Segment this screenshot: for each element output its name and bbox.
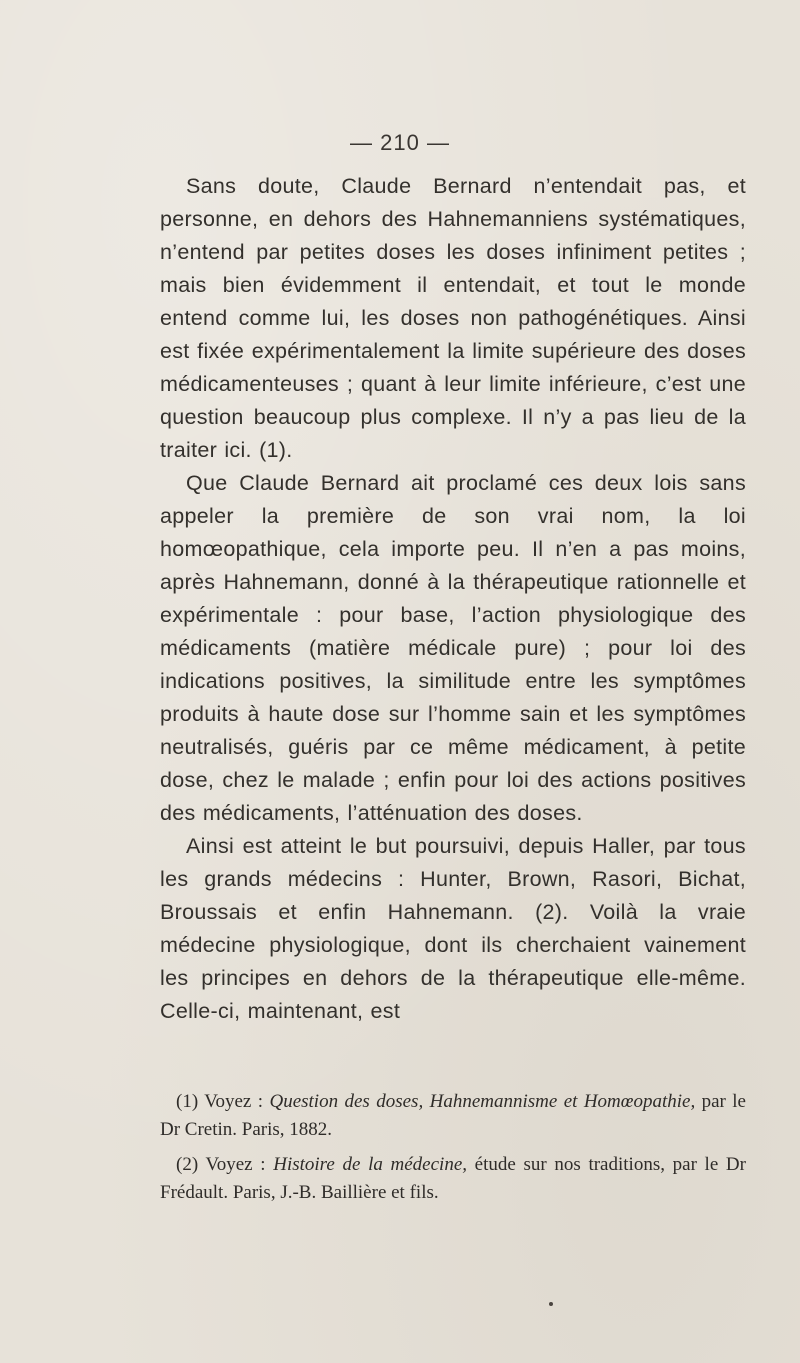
footnotes	[160, 1088, 746, 1214]
footnote-1-rest: par le Dr Cretin. Paris, 1882.	[160, 1091, 746, 1140]
footnote-2-marker: (2) Voyez :	[176, 1154, 274, 1175]
footnote-1	[160, 1088, 746, 1144]
footnote-1-marker: (1) Voyez :	[176, 1091, 270, 1112]
paragraph-3: Ainsi est atteint le but poursuivi, depuis Haller, par tous les grands médecins : Hunter, Brown, Rasori, Bichat, Broussais et enfin Hahnemann. (2). Voilà la vraie médecine physiologique, dont ils cherchaient vainement les principes en dehors de la thérapeutique elle-même. Celle-ci, maintenant, est	[160, 834, 746, 1023]
footnote-2-title: Histoire de la médecine,	[273, 1154, 468, 1175]
footnote-2-rest: étude sur nos traditions, par le Dr Frédault. Paris, J.-B. Baillière et fils.	[160, 1154, 746, 1203]
footnote-1-title: Question des doses, Hahnemannisme et Homœopathie,	[269, 1091, 696, 1112]
paragraph-1: Sans doute, Claude Bernard n’entendait pas, et personne, en dehors des Hahnemanniens systématiques, n’entend par petites doses les doses infiniment petites ; mais bien évidemment il entendait, et tout le monde entend comme lui, les doses non pathogénétiques. Ainsi est fixée expérimentalement la limite supérieure des doses médicamenteuses ; quant à leur limite inférieure, c’est une question beaucoup plus complexe. Il n’y a pas lieu de la traiter ici. (1).	[160, 174, 746, 462]
paragraph-2: Que Claude Bernard ait proclamé ces deux lois sans appeler la première de son vrai nom, la loi homœopathique, cela importe peu. Il n’en a pas moins, après Hahnemann, donné à la thérapeutique rationnelle et expérimentale : pour base, l’action physiologique des médicaments (matière médicale pure) ; pour loi des indications positives, la similitude entre les symptômes produits à haute dose sur l’homme sain et les symptômes neutralisés, guéris par ce même médicament, à petite dose, chez le malade ; enfin pour loi des actions positives des médicaments, l’atténuation des doses.	[160, 471, 746, 825]
footnote-2	[160, 1151, 746, 1207]
page-number: — 210 —	[350, 130, 450, 155]
main-text	[160, 170, 746, 1028]
paper-speck	[549, 1302, 553, 1306]
